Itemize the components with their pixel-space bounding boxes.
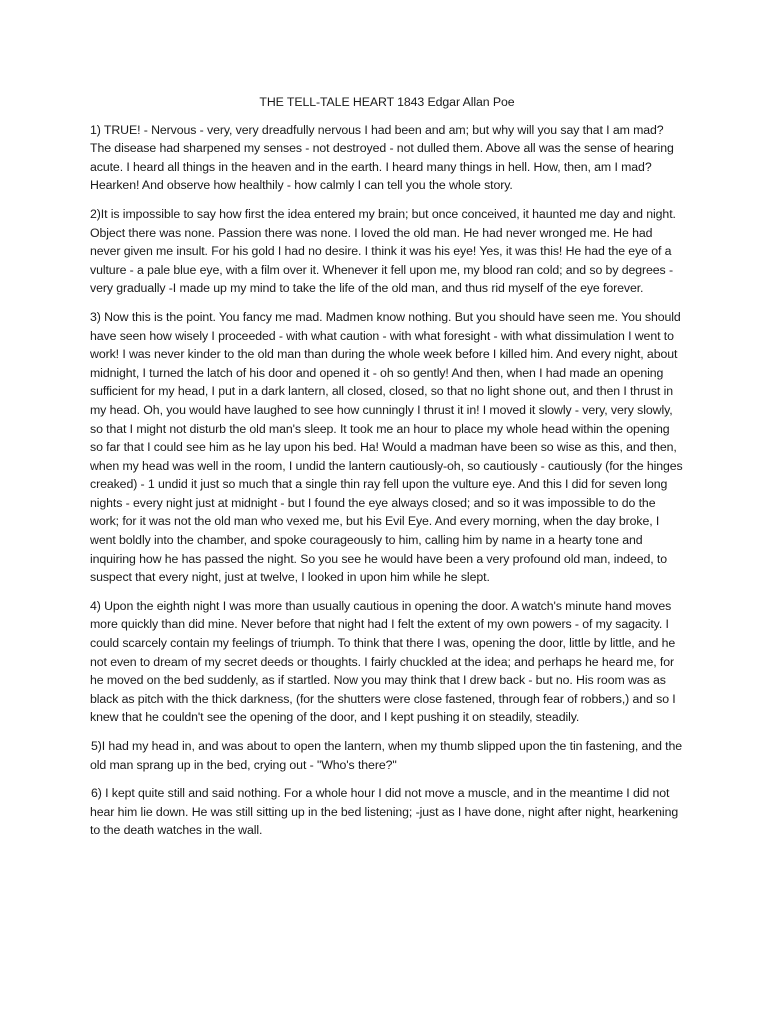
paragraph-4: 4) Upon the eighth night I was more than usually cautious in opening the door. A watch's minute hand moves more quickly than did mine. Never before that night had I felt the extent of my own powers - of my sagacity. I could scarcely contain my feelings of triumph. To think that there I was, opening the door, little by little, and he not even to dream of my secret deeds or thoughts. I fairly chuckled at the idea; and perhaps he heard me, for he moved on the bed suddenly, as if startled. Now you may think that I drew back - but no. His room was as black as pitch with the thick darkness, (for the shutters were close fastened, through fear of robbers,) and so I knew that he couldn't see the opening of the door, and I kept pushing it on steadily, steadily. [90,598,676,725]
paragraph-1: 1) TRUE! - Nervous - very, very dreadfully nervous I had been and am; but why will you say that I am mad? The disease had sharpened my senses - not destroyed - not dulled them. Above all was the sense of hearing acute. I heard all things in the heaven and in the earth. I heard many things in hell. How, then, am I mad? Hearken! And observe how healthily - how calmly I can tell you the whole story. [90,122,674,193]
paragraph-6: 6) I kept quite still and said nothing. For a whole hour I did not move a muscle, and in the meantime I did not hear him lie down. He was still sitting up in the bed listening; -just as I have done, night after night, hearkening to the death watches in the wall. [90,786,679,838]
document-body [90,93,684,850]
paragraph-5: 5)I had my head in, and was about to open the lantern, when my thumb slipped upon the tin fastening, and the old man sprang up in the bed, crying out - "Who's there?" [90,739,683,772]
document-title: THE TELL-TALE HEART 1843 Edgar Allan Poe [259,95,515,109]
paragraph-3: 3) Now this is the point. You fancy me mad. Madmen know nothing. But you should have seen me. You should have seen how wisely I proceeded - with what caution - with what foresight - with what dissimulation I went to work! I was never kinder to the old man than during the whole week before I killed him. And every night, about midnight, I turned the latch of his door and opened it - oh so gently! And then, when I had made an opening sufficient for my head, I put in a dark lantern, all closed, closed, so that no light shone out, and then I thrust in my head. Oh, you would have laughed to see how cunningly I thrust it in! I moved it slowly - very, very slowly, so that I might not disturb the old man's sleep. It took me an hour to place my whole head within the opening so far that I could see him as he lay upon his bed. Ha! Would a madman have been so wise as this, and then, when my head was well in the room, I undid the lantern cautiously-oh, so cautiously - cautiously (for the hinges creaked) - 1 undid it just so much that a single thin ray fell upon the vulture eye. And this I did for seven long nights - every night just at midnight - but I found the eye always closed; and so it was impossible to do the work; for it was not the old man who vexed me, but his Evil Eye. And every morning, when the day broke, I went boldly into the chamber, and spoke courageously to him, calling him by name in a hearty tone and inquiring how he has passed the night. So you see he would have been a very profound old man, indeed, to suspect that every night, just at twelve, I looked in upon him while he slept. [90,309,683,585]
paragraph-2: 2)It is impossible to say how first the idea entered my brain; but once conceived, it haunted me day and night. Object there was none. Passion there was none. I loved the old man. He had never wronged me. He had never given me insult. For his gold I had no desire. I think it was his eye! Yes, it was this! He had the eye of a vulture - a pale blue eye, with a film over it. Whenever it fell upon me, my blood ran cold; and so by degrees - very gradually -I made up my mind to take the life of the old man, and thus rid myself of the eye forever. [90,206,676,296]
